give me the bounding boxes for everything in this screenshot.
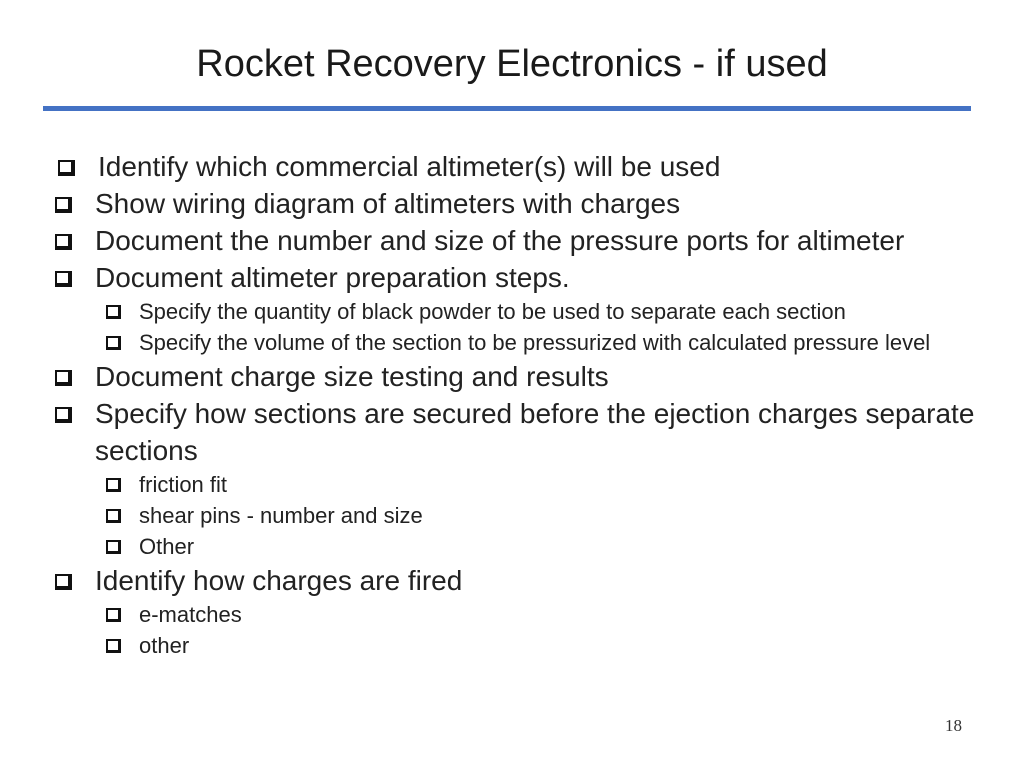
sub-bullet-text: other xyxy=(139,633,190,658)
sub-bullet-text: shear pins - number and size xyxy=(139,503,423,528)
sub-bullet-text: friction fit xyxy=(139,472,228,497)
checkbox-square-icon xyxy=(106,540,121,554)
checkbox-square-icon xyxy=(55,234,72,250)
checkbox-square-icon xyxy=(106,305,121,319)
checkbox-square-icon xyxy=(106,478,121,492)
bullet-text: Document charge size testing and results xyxy=(95,361,609,392)
sub-bullet-text: Specify the volume of the section to be pressurized with calculated pressure level xyxy=(139,330,931,355)
checkbox-square-icon xyxy=(58,160,75,176)
bullet-text: Show wiring diagram of altimeters with charges xyxy=(95,188,681,219)
bullet-list xyxy=(53,148,983,661)
checkbox-square-icon xyxy=(106,639,121,653)
sub-bullet-item xyxy=(53,531,983,562)
title-underline xyxy=(43,106,971,111)
bullet-item xyxy=(53,222,983,259)
sub-bullet-item xyxy=(53,327,983,358)
checkbox-square-icon xyxy=(106,608,121,622)
bullet-item xyxy=(53,395,983,469)
sub-bullet-item xyxy=(53,500,983,531)
bullet-item xyxy=(53,562,983,599)
bullet-text: Document altimeter preparation steps. xyxy=(95,262,570,293)
checkbox-square-icon xyxy=(55,574,72,590)
checkbox-square-icon xyxy=(55,370,72,386)
sub-bullet-item xyxy=(53,469,983,500)
bullet-item xyxy=(53,358,983,395)
sub-bullet-item xyxy=(53,599,983,630)
sub-bullet-text: e-matches xyxy=(139,602,242,627)
bullet-text: Identify which commercial altimeter(s) will be used xyxy=(98,151,721,182)
slide-title: Rocket Recovery Electronics - if used xyxy=(196,43,828,85)
checkbox-square-icon xyxy=(106,336,121,350)
checkbox-square-icon xyxy=(106,509,121,523)
checkbox-square-icon xyxy=(55,407,72,423)
checkbox-square-icon xyxy=(55,271,72,287)
checkbox-square-icon xyxy=(55,197,72,213)
bullet-text: Document the number and size of the pressure ports for altimeter xyxy=(95,225,905,256)
sub-bullet-text: Other xyxy=(139,534,195,559)
bullet-item xyxy=(53,259,983,296)
sub-bullet-item xyxy=(53,630,983,661)
bullet-item xyxy=(53,148,983,185)
bullet-item xyxy=(53,185,983,222)
bullet-text: Identify how charges are fired xyxy=(95,565,463,596)
page-number: 18 xyxy=(945,716,962,735)
sub-bullet-item xyxy=(53,296,983,327)
bullet-text: Specify how sections are secured before the ejection charges separate sections xyxy=(95,398,975,466)
sub-bullet-text: Specify the quantity of black powder to be used to separate each section xyxy=(139,299,846,324)
